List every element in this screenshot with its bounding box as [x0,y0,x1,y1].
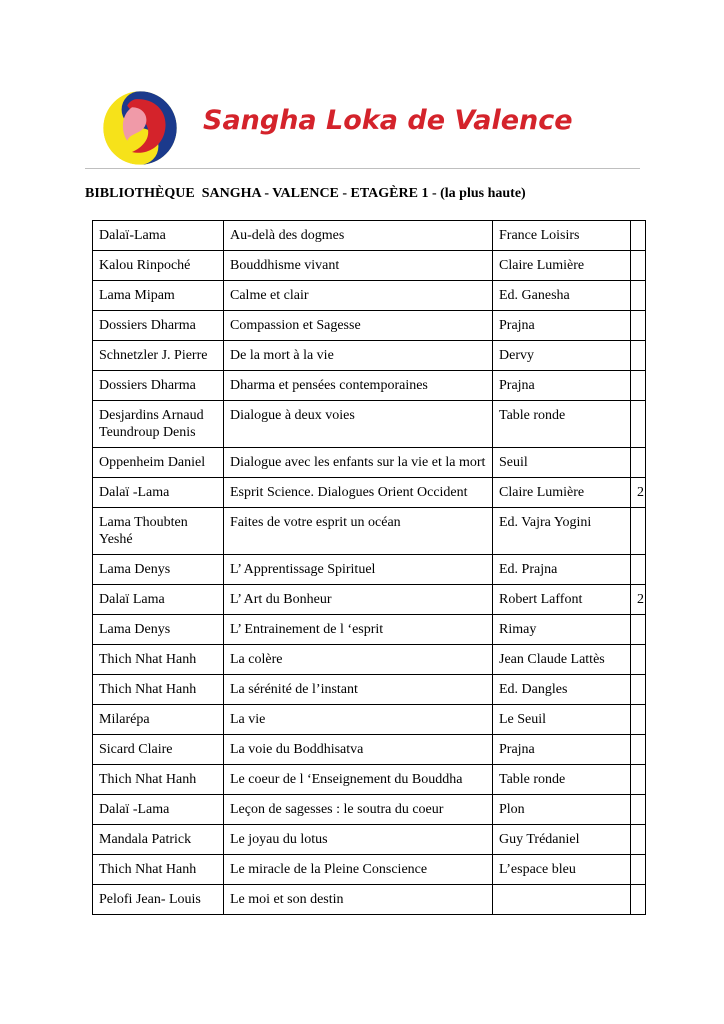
book-publisher: Jean Claude Lattès [493,645,631,675]
book-publisher: Plon [493,795,631,825]
book-publisher: Table ronde [493,401,631,448]
book-copies [631,705,646,735]
book-publisher: Seuil [493,448,631,478]
book-copies [631,371,646,401]
table-row [93,855,646,885]
page-header [0,0,724,170]
book-copies [631,281,646,311]
organization-title: Sangha Loka de Valence [203,105,573,136]
library-table [92,220,646,915]
book-author: Oppenheim Daniel [93,448,224,478]
book-title: Dialogue avec les enfants sur la vie et la mort [224,448,493,478]
book-title: Dialogue à deux voies [224,401,493,448]
book-copies [631,645,646,675]
book-publisher: L’espace bleu [493,855,631,885]
table-row [93,825,646,855]
table-row [93,705,646,735]
book-author: Lama Thoubten Yeshé [93,508,224,555]
book-author: Mandala Patrick [93,825,224,855]
book-publisher: Claire Lumière [493,251,631,281]
table-row [93,735,646,765]
book-copies [631,221,646,251]
book-publisher: Le Seuil [493,705,631,735]
book-title: Esprit Science. Dialogues Orient Occident [224,478,493,508]
table-row [93,585,646,615]
book-title: L’ Apprentissage Spirituel [224,555,493,585]
book-author: Dalaï Lama [93,585,224,615]
table-row [93,885,646,915]
book-rows [93,221,646,915]
book-copies [631,675,646,705]
book-title: Le coeur de l ‘Enseignement du Bouddha [224,765,493,795]
book-title: Le joyau du lotus [224,825,493,855]
table-row [93,281,646,311]
book-copies [631,615,646,645]
book-copies [631,795,646,825]
book-publisher: Table ronde [493,765,631,795]
book-publisher: Claire Lumière [493,478,631,508]
book-publisher: Ed. Dangles [493,675,631,705]
book-author: Thich Nhat Hanh [93,765,224,795]
book-author: Desjardins Arnaud Teundroup Denis [93,401,224,448]
book-author: Milarépa [93,705,224,735]
book-publisher: France Loisirs [493,221,631,251]
book-copies [631,311,646,341]
book-title: Le moi et son destin [224,885,493,915]
book-publisher [493,885,631,915]
book-title: Compassion et Sagesse [224,311,493,341]
table-row [93,795,646,825]
book-title: Le miracle de la Pleine Conscience [224,855,493,885]
table-row [93,371,646,401]
book-title: La vie [224,705,493,735]
book-publisher: Rimay [493,615,631,645]
book-publisher: Prajna [493,371,631,401]
book-copies [631,448,646,478]
book-author: Dalaï-Lama [93,221,224,251]
table-row [93,478,646,508]
table-row [93,645,646,675]
book-author: Dossiers Dharma [93,311,224,341]
book-title: Faites de votre esprit un océan [224,508,493,555]
book-publisher: Prajna [493,311,631,341]
book-title: La colère [224,645,493,675]
book-copies [631,765,646,795]
book-title: L’ Art du Bonheur [224,585,493,615]
sangha-logo-icon [100,88,180,168]
book-author: Thich Nhat Hanh [93,645,224,675]
book-copies [631,401,646,448]
book-author: Sicard Claire [93,735,224,765]
book-copies [631,555,646,585]
book-publisher: Guy Trédaniel [493,825,631,855]
table-row [93,311,646,341]
table-row [93,401,646,448]
book-title: L’ Entrainement de l ‘esprit [224,615,493,645]
book-title: De la mort à la vie [224,341,493,371]
book-publisher: Robert Laffont [493,585,631,615]
table-row [93,508,646,555]
book-copies [631,251,646,281]
book-publisher: Ed. Prajna [493,555,631,585]
book-author: Thich Nhat Hanh [93,855,224,885]
book-copies [631,825,646,855]
table-row [93,555,646,585]
book-copies: 2 [631,478,646,508]
book-title: Au-delà des dogmes [224,221,493,251]
book-copies [631,508,646,555]
book-copies [631,885,646,915]
header-divider [85,168,640,169]
book-publisher: Dervy [493,341,631,371]
book-author: Thich Nhat Hanh [93,675,224,705]
table-row [93,765,646,795]
book-publisher: Ed. Vajra Yogini [493,508,631,555]
book-publisher: Ed. Ganesha [493,281,631,311]
book-copies: 2 [631,585,646,615]
book-copies [631,735,646,765]
book-title: La voie du Boddhisatva [224,735,493,765]
book-author: Kalou Rinpoché [93,251,224,281]
book-copies [631,855,646,885]
book-author: Dossiers Dharma [93,371,224,401]
book-author: Dalaï -Lama [93,795,224,825]
book-author: Lama Denys [93,555,224,585]
book-author: Dalaï -Lama [93,478,224,508]
book-title: Dharma et pensées contemporaines [224,371,493,401]
document-heading: BIBLIOTHÈQUE SANGHA - VALENCE - ETAGÈRE 1 - (la plus haute) [85,186,526,201]
book-title: Calme et clair [224,281,493,311]
table-row [93,675,646,705]
book-title: Bouddhisme vivant [224,251,493,281]
book-copies [631,341,646,371]
book-author: Lama Denys [93,615,224,645]
book-title: La sérénité de l’instant [224,675,493,705]
book-author: Lama Mipam [93,281,224,311]
book-publisher: Prajna [493,735,631,765]
book-author: Schnetzler J. Pierre [93,341,224,371]
table-row [93,341,646,371]
table-row [93,615,646,645]
book-author: Pelofi Jean- Louis [93,885,224,915]
book-title: Leçon de sagesses : le soutra du coeur [224,795,493,825]
table-row [93,251,646,281]
table-row [93,448,646,478]
table-row [93,221,646,251]
